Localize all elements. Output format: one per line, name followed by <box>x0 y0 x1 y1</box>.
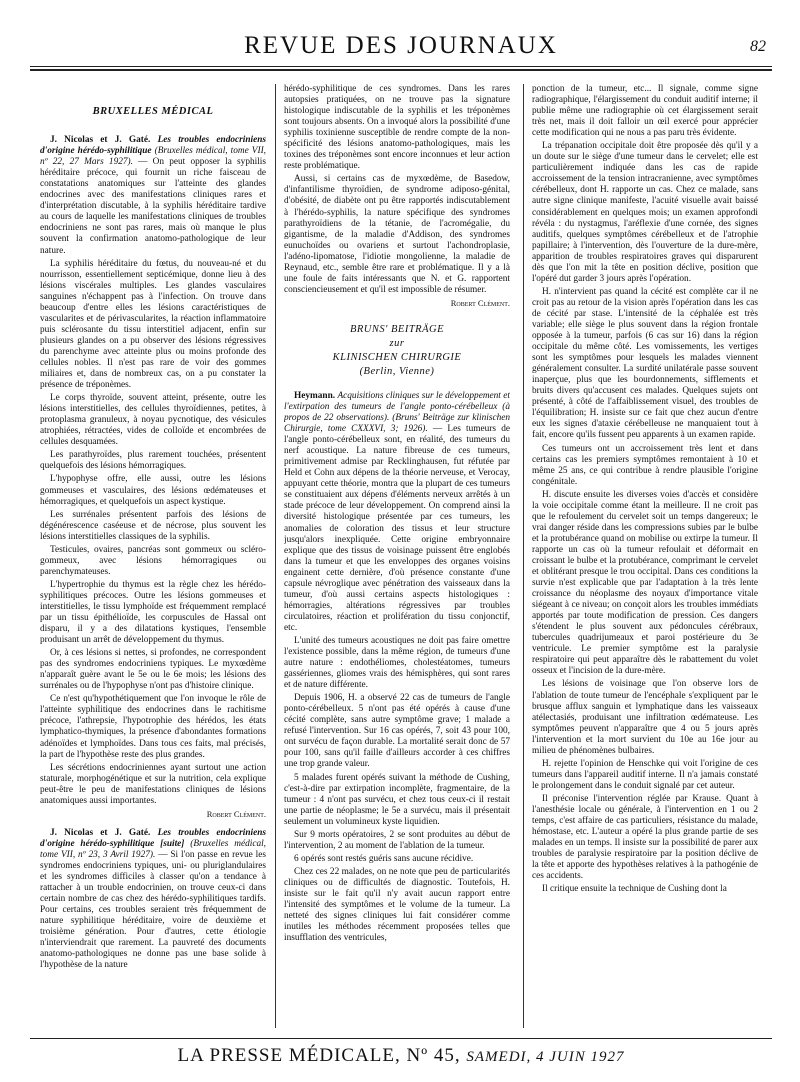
page-footer <box>30 1038 772 1069</box>
header-rule-thick <box>30 69 772 71</box>
footer-date: SAMEDI, 4 JUIN 1927 <box>466 1049 625 1065</box>
footer-line <box>30 1045 772 1067</box>
article-paragraph: Testicules, ovaires, pancréas sont gommeux ou scléro-gommeux, avec lésions hémorragiques ou parenchymateuses. <box>40 544 266 577</box>
article-text: — Les tumeurs de l'angle ponto-cérébelleux sont, en réalité, des tumeurs du nerf acoustique. La nature fibreuse de ces tumeurs, primitivement admise par Recklinghausen, fut réfutée par Held et Cohn aux dépens de la théorie nerveuse, et Verocay, appuyant cette théorie, montra que la plupart de ces tumeurs se constituaient aux dépens d'éléments nerveux arrêtés à un stade précoce de leur développement. On comprend ainsi la diversité histologique présentée par ces tumeurs, les anomalies de coloration des tissus et leur structure jusqu'alors inexpliquée. Cette origine embryonnaire explique que des tissus de voisinage puissent être englobés dans la tumeur et que les enveloppes des organes voisins engainent cette dernière, d'où présence constante d'une capsule névroglique avec pénétration des vaisseaux dans la tumeur, d'où aussi certains aspects histologiques : hémorragies, altérations régressives par troubles circulatoires, réaction et prolifération du tissu conjonctif, etc. <box>284 424 510 633</box>
article-paragraph: ponction de la tumeur, etc... Il signale, comme signe radiographique, l'élargissement du conduit auditif interne; il publie même une radiographie où cet élargissement serait très net, mais il doit falloir un œil exercé pour apprécier cette modification qui ne nous a pas paru très évidente. <box>532 84 758 139</box>
article-paragraph: Ce n'est qu'hypothétiquement que l'on invoque le rôle de l'atteinte syphilitique des endocrines dans le rachitisme précoce, l'athrepsie, l'hypotrophie des hérédos, les états lymphatico-thymiques, la présence d'abondantes formations adénoïdes et lymphoïdes. Dans tous ces faits, mal précisés, la part de l'hypothèse reste des plus grandes. <box>40 694 266 760</box>
article-paragraph: Les lésions de voisinage que l'on observe lors de l'ablation de toute tumeur de l'encéphale s'expliquent par le brusque afflux sanguin et lymphatique dans les vaisseaux atélectasiés, produisant une infiltration œdémateuse. Les symptômes peuvent n'apparaître que 4 ou 5 jours après l'intervention et la mort survient du 10e au 16e jour au milieu de phénomènes bulbaires. <box>532 679 758 756</box>
article-paragraph: 5 malades furent opérés suivant la méthode de Cushing, c'est-à-dire par extirpation incomplète, fragmentaire, de la tumeur : 4 n'ont pas survécu, et chez tous ceux-ci il restait une partie de néoplasme; le 5e a survécu, mais il présentait seulement un volumineux kyste liquidien. <box>284 772 510 827</box>
article-title: Les troubles endocriniens d'origine hérédo-syphilitique [suite] <box>40 827 266 849</box>
article-signature: Robert Clément. <box>450 297 510 308</box>
article-paragraph: Les surrénales présentent parfois des lésions de dégénérescence caséeuse et de nécrose, plus souvent les lésions interstitielles classiques de la syphilis. <box>40 509 266 542</box>
article-paragraph: Il préconise l'intervention réglée par Krause. Quant à l'anesthésie locale ou générale, à l'intervention en 1 ou 2 temps, c'est affaire de cas particuliers, résistance du malade, hémostase, etc. L'auteur a opéré la plus grande partie de ses malades en un temps. Il insiste sur la possibilité de parer aux troubles de paralysie respiratoire par la position déclive de la tête et apporte des hypothèses relatives à la pathogénie de ces accidents. <box>532 793 758 882</box>
article-paragraph: Chez ces 22 malades, on ne note que peu de particularités cliniques ou de difficultés de diagnostic. Toutefois, H. insiste sur le fait qu'il n'y avait aucun rapport entre l'intensité des symptômes et le volume de la tumeur. La netteté des signes cliniques lui fait considérer comme inutiles les méthodes récemment proposées telles que insufflation des ventricules, <box>284 866 510 944</box>
article-paragraph: Depuis 1906, H. a observé 22 cas de tumeurs de l'angle ponto-cérébelleux. 5 n'ont pas été opérés à cause d'une cécité complète, sans autre symptôme grave; 1 malade a refusé l'intervention. Sur 16 cas opérés, 7, soit 43 pour 100, ont survécu de façon durable. La mortalité serait donc de 57 pour 100, sans qu'il faille d'ailleurs accorder à ces chiffres une trop grande valeur. <box>284 693 510 770</box>
column-separator <box>275 84 276 1028</box>
article-paragraph: L'hypophyse offre, elle aussi, outre les lésions gommeuses et vasculaires, des lésions œdémateuses et hémorragiques, et quelquefois un aspect kystique. <box>40 474 266 507</box>
article-authors: Heymann. <box>294 390 336 401</box>
article-paragraph: Les parathyroïdes, plus rarement touchées, présentent quelquefois des lésions hémorragiques. <box>40 450 266 472</box>
article-paragraph: Le corps thyroïde, souvent atteint, présente, outre les lésions interstitielles, des cellules thyroïdiennes, petites, à protoplasma granuleux, à noyau pycnotique, des vésicules atrophiées, rétractées, vides de colloïde et encombrées de cellules desquamées. <box>40 393 266 448</box>
article-source: (Bruns' Beiträge zur klinischen Chirurgie, tome CXXXVI, 3; 1926). <box>284 413 510 435</box>
section-title-bruns: BRUNS' BEITRÄGE <box>349 323 445 335</box>
article-paragraph: Ces tumeurs ont un accroissement très lent et dans certains cas les premiers symptômes remontaient à 10 et même 25 ans, ce qui contribue à rendre plausible l'origine congénitale. <box>532 443 758 487</box>
article-paragraph: La trépanation occipitale doit être proposée dès qu'il y a un doute sur le siège d'une tumeur dans le cervelet; elle est particulièrement indiquée dans les cas de rapide accroissement de la tension intracranienne, avec symptômes cérébelleux, dont H. rapporte un cas. Chez ce malade, sans autre signe clinique manifeste, l'acuité visuelle avait baissé considérablement en quelques mois; un examen approfondi révéla : du nystagmus, l'aréflexie d'une cornée, des signes auditifs, quelques symptômes cérébelleux et de l'atrophie papillaire; à l'intervention, dès l'ouverture de la dure-mère, apparition de troubles respiratoires graves qui disparurent dès que l'on mit la tête en position déclive, position que l'opéré dut garder 3 jours après l'opération. <box>532 141 758 284</box>
article-authors: J. Nicolas et J. Gaté. <box>50 135 151 146</box>
column-2 <box>284 84 510 1028</box>
column-separator <box>523 84 524 1028</box>
article-title: Les troubles endocriniens d'origine hérédo-syphilitique <box>40 135 266 157</box>
article-paragraph: L'hypertrophie du thymus est la règle chez les hérédo-syphilitiques précoces. Outre les lésions gommeuses et interstitielles, le tissu lymphoïde est fréquemment remplacé par un tissu épithélioïde, les corpuscules de Hassal ont disparu, il y a des dilatations kystiques, l'ensemble produisant un arrêt de développement du thymus. <box>40 579 266 646</box>
article-paragraph: Or, à ces lésions si nettes, si profondes, ne correspondent pas des syndromes endocriniens typiques. Le myxœdème n'apparaît guère avant le 5e ou le 6e mois; les lésions des surrénales ou de l'hypophyse n'ont pas d'histoire clinique. <box>40 648 266 692</box>
article-source: (Bruxelles médical, tome VII, nº 22, 27 Mars 1927). <box>40 146 266 168</box>
article-paragraph <box>40 828 266 972</box>
article-text: — Si l'on passe en revue les syndromes endocriniens typiques, uni- ou pluriglandulaires et les syndromes difficiles à classer qu'on a tendance à rattacher à un trouble endocrinien, on trouve ceux-ci dans certain nombre de cas chez des hérédo-syphilitiques tardifs. Pour certains, ces troubles seraient très fréquemment de nature syphilitique héréditaire, voire de deuxième et troisième génération. Pour d'autres, cette étiologie n'interviendrait que rarement. La pauvreté des documents anatomo-pathologiques ne donne pas une base solide à l'hypothèse de la nature <box>40 849 266 971</box>
section-title-bruxelles: BRUXELLES MÉDICAL <box>92 106 214 117</box>
article-signature: Robert Clément. <box>206 808 266 819</box>
article-paragraph: Aussi, si certains cas de myxœdème, de Basedow, d'infantilisme thyroïdien, de syndrome adiposo-génital, d'obésité, de diabète ont pu être rapportés indiscutablement à l'hérédo-syphilis, la nature spécifique des syndromes parathyroïdiens de la tétanie, de l'acromégalie, du gigantisme, de la maladie d'Addison, des syndromes eunuchoïdes ou ovariens et surtout l'achondroplasie, l'adéno-lipomatose, l'idiotie mongolienne, la maladie de Reynaud, etc., semble être rare et problématique. Il y a là une foule de faits intéressants que N. et G. rapportent consciencieusement et qu'il est impossible de résumer. <box>284 174 510 295</box>
article-paragraph: hérédo-syphilitique de ces syndromes. Dans les rares autopsies pratiquées, on ne trouve pas la signature histologique indiscutable de la syphilis et les tréponèmes sont toujours absents. On a invoqué alors la possibilité d'une syphilis toxinienne susceptible de rendre compte de la non-spécificité des lésions anatomo-pathologiques, mais les toxines des tréponèmes sont encore inconnues et leur action reste problématique. <box>284 84 510 172</box>
article-paragraph: H. discute ensuite les diverses voies d'accès et considère la voie occipitale comme étant la meilleure. Il ne croit pas que le refoulement du cervelet soit un temps dangereux; le vrai danger réside dans les compressions subies par le bulbe et la protubérance quand on mobilise ou extirpe la tumeur. Il rapporte un cas où la tumeur refoulait et déformait en croissant le bulbe et la protubérance, comprimant le cervelet et oblitérant presque le trou occipital. Dans ces conditions la survie n'est explicable que par l'adaptation à la très lente croissance du néoplasme des noyaux d'importance vitale siégeant à ce niveau; on conçoit alors les troubles immédiats apportés par toute modification de pression. Ces dangers s'étendent le plus souvent aux pédoncules cérébraux, tubercules quadrijumeaux et paroi postérieure du 3e ventricule. Le premier symptôme est la paralysie respiratoire qui peut apparaître dès le rabattement du volet osseux et l'incision de la dure-mère. <box>532 489 758 677</box>
article-paragraph <box>284 391 510 634</box>
article-paragraph: Sur 9 morts opératoires, 2 se sont produites au début de l'intervention, 2 au moment de l'ablation de la tumeur. <box>284 829 510 851</box>
article-paragraph: 6 opérés sont restés guéris sans aucune récidive. <box>294 853 474 864</box>
article-title: Acquisitions cliniques sur le développement et l'extirpation des tumeurs de l'angle ponto-cérébelleux (à propos de 22 observations). <box>284 390 510 424</box>
header-rule <box>30 66 772 67</box>
section-title-zur: zur <box>389 337 405 349</box>
page-number: 82 <box>750 38 766 55</box>
article-paragraph: La syphilis héréditaire du fœtus, du nouveau-né et du nourrisson, essentiellement septicémique, donne lieu à des lésions viscérales multiples. Les glandes vasculaires sanguines n'échappent pas à l'infection. On trouve dans beaucoup d'entre elles les lésions caractéristiques de vascularites et de périvascularites, la réaction inflammatoire puis sclérosante du tissu interstitiel adjacent, enfin sur plusieurs glandes on a pu observer des lésions régressives du parenchyme avec atteinte plus ou moins profonde des cellules nobles. Il n'est pas rare de voir des gommes miliaires et, dans de nombreux cas, on a pu constater la présence de tréponèmes. <box>40 258 266 391</box>
article-text: — On peut opposer la syphilis héréditaire précoce, qui fournit un riche faisceau de constatations anatomiques sur l'atteinte des glandes endocrines avec des manifestations cliniques rares et d'interprétation discutable, à la syphilis héréditaire tardive au cours de laquelle les manifestations cliniques de troubles endocriniens ne sont pas rares, mais où manque le plus souvent la confirmation anatomo-pathologique de leur nature. <box>40 157 266 256</box>
running-title: REVUE DES JOURNAUX <box>244 32 558 59</box>
article-paragraph: L'unité des tumeurs acoustiques ne doit pas faire omettre l'existence possible, dans la même région, de tumeurs d'une autre nature : endothéliomes, cholestéatomes, tumeurs gassériennes, gliomes vrais des hémisphères, qui sont rares et de nature différente. <box>284 635 510 691</box>
article-paragraph: H. n'intervient pas quand la cécité est complète car il ne croit pas au retour de la vision après l'opération dans les cas de cécité par stase. L'intensité de la céphalée est très variable; elle siège le plus souvent dans la région frontale opposée à la tumeur, parfois (6 cas sur 16) dans la région occipitale du même côté. Les vomissements, les vertiges sont les symptômes pour lesquels les malades viennent généralement consulter. La surdité unilatérale passe souvent inaperçue, plus que les bourdonnements, sifflements et bruits divers qu'accusent ces malades. Quelques sujets ont présenté, à côté de l'affaiblissement visuel, des troubles de l'équilibration; H. insiste sur ce fait que chez aucun d'entre eux les signes d'ataxie cérébelleuse ne manquaient tout à fait, encore qu'ils fussent peu apparents à un examen rapide. <box>532 286 758 441</box>
article-source: (Bruxelles médical, tome VII, nº 23, 3 Avril 1927). <box>40 838 266 860</box>
footer-journal: LA PRESSE MÉDICALE, Nº 45, <box>177 1045 461 1066</box>
column-1 <box>40 84 266 1028</box>
article-paragraph <box>40 135 266 257</box>
article-paragraph: H. rejette l'opinion de Henschke qui voit l'origine de ces tumeurs dans l'appareil auditif interne. Il n'a jamais constaté le prolongement dans le conduit signalé par cet auteur. <box>532 758 758 791</box>
section-city: (Berlin, Vienne) <box>359 365 435 377</box>
article-authors: J. Nicolas et J. Gaté. <box>50 827 151 838</box>
section-heading-bruns <box>284 323 510 379</box>
section-title-chirurgie: KLINISCHEN CHIRURGIE <box>332 351 462 363</box>
article-paragraph: Les sécrétions endocriniennes ayant surtout une action staturale, morphogénétique et sur la nutrition, cela explique peut-être le peu de manifestations cliniques de lésions anatomiques aussi importantes. <box>40 762 266 806</box>
column-3 <box>532 84 758 1028</box>
article-paragraph: Il critique ensuite la technique de Cushing dont la <box>542 884 727 895</box>
page-header <box>30 30 772 70</box>
